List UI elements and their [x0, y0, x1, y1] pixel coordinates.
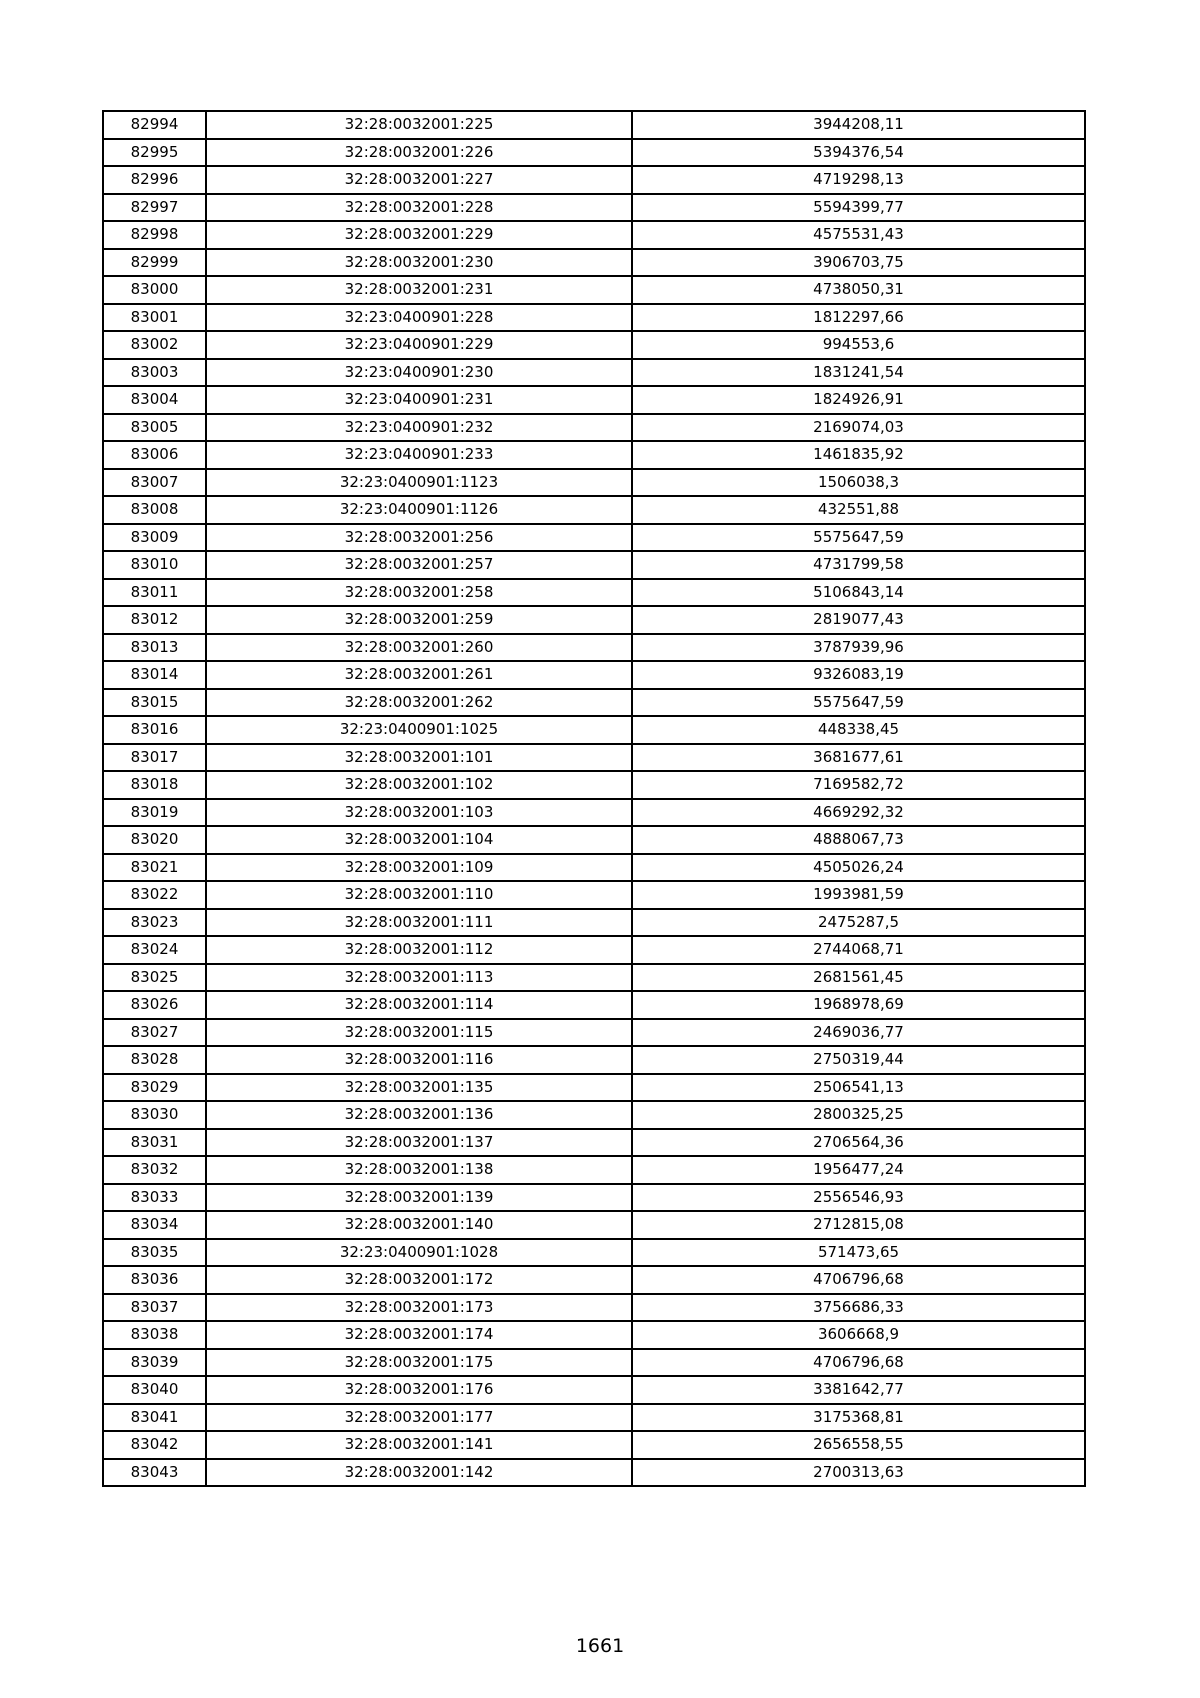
value-cell: 2819077,43: [632, 606, 1085, 634]
row-number-cell: 83036: [103, 1266, 206, 1294]
cadastral-number-cell: 32:28:0032001:175: [206, 1349, 632, 1377]
table-row: [103, 1431, 1085, 1459]
table-row: [103, 1019, 1085, 1047]
value-cell: 2712815,08: [632, 1211, 1085, 1239]
table-row: [103, 881, 1085, 909]
cadastral-number-cell: 32:28:0032001:136: [206, 1101, 632, 1129]
row-number-cell: 83021: [103, 854, 206, 882]
row-number-cell: 83032: [103, 1156, 206, 1184]
value-cell: 3175368,81: [632, 1404, 1085, 1432]
value-cell: 2469036,77: [632, 1019, 1085, 1047]
row-number-cell: 83035: [103, 1239, 206, 1267]
value-cell: 571473,65: [632, 1239, 1085, 1267]
page-number: 1661: [575, 1635, 625, 1657]
value-cell: 2700313,63: [632, 1459, 1085, 1487]
value-cell: 2556546,93: [632, 1184, 1085, 1212]
cadastral-number-cell: 32:28:0032001:257: [206, 551, 632, 579]
row-number-cell: 83010: [103, 551, 206, 579]
table-row: [103, 1294, 1085, 1322]
row-number-cell: 83027: [103, 1019, 206, 1047]
cadastral-number-cell: 32:28:0032001:226: [206, 139, 632, 167]
row-number-cell: 83001: [103, 304, 206, 332]
table-row: [103, 194, 1085, 222]
cadastral-number-cell: 32:28:0032001:256: [206, 524, 632, 552]
row-number-cell: 83043: [103, 1459, 206, 1487]
row-number-cell: 83023: [103, 909, 206, 937]
cadastral-number-cell: 32:28:0032001:102: [206, 771, 632, 799]
table-row: [103, 249, 1085, 277]
row-number-cell: 83029: [103, 1074, 206, 1102]
cadastral-number-cell: 32:28:0032001:227: [206, 166, 632, 194]
value-cell: 448338,45: [632, 716, 1085, 744]
value-cell: 2169074,03: [632, 414, 1085, 442]
cadastral-number-cell: 32:28:0032001:225: [206, 111, 632, 139]
cadastral-number-cell: 32:28:0032001:174: [206, 1321, 632, 1349]
value-cell: 4706796,68: [632, 1349, 1085, 1377]
row-number-cell: 83003: [103, 359, 206, 387]
table-row: [103, 221, 1085, 249]
value-cell: 1461835,92: [632, 441, 1085, 469]
row-number-cell: 83019: [103, 799, 206, 827]
row-number-cell: 83013: [103, 634, 206, 662]
value-cell: 5594399,77: [632, 194, 1085, 222]
cadastral-number-cell: 32:28:0032001:101: [206, 744, 632, 772]
table-row: [103, 1321, 1085, 1349]
value-cell: 5575647,59: [632, 689, 1085, 717]
table-row: [103, 1404, 1085, 1432]
row-number-cell: 82999: [103, 249, 206, 277]
table-row: [103, 496, 1085, 524]
row-number-cell: 83011: [103, 579, 206, 607]
cadastral-number-cell: 32:28:0032001:137: [206, 1129, 632, 1157]
row-number-cell: 83030: [103, 1101, 206, 1129]
row-number-cell: 83016: [103, 716, 206, 744]
cadastral-number-cell: 32:23:0400901:1025: [206, 716, 632, 744]
cadastral-number-cell: 32:28:0032001:104: [206, 826, 632, 854]
table-row: [103, 469, 1085, 497]
value-cell: 2681561,45: [632, 964, 1085, 992]
value-cell: 994553,6: [632, 331, 1085, 359]
row-number-cell: 83002: [103, 331, 206, 359]
value-cell: 2706564,36: [632, 1129, 1085, 1157]
value-cell: 3906703,75: [632, 249, 1085, 277]
cadastral-number-cell: 32:23:0400901:229: [206, 331, 632, 359]
table-row: [103, 1239, 1085, 1267]
row-number-cell: 82998: [103, 221, 206, 249]
cadastral-number-cell: 32:23:0400901:228: [206, 304, 632, 332]
cadastral-number-cell: 32:28:0032001:142: [206, 1459, 632, 1487]
table-row: [103, 744, 1085, 772]
row-number-cell: 82996: [103, 166, 206, 194]
value-cell: 4731799,58: [632, 551, 1085, 579]
cadastral-number-cell: 32:28:0032001:114: [206, 991, 632, 1019]
cadastral-number-cell: 32:23:0400901:1126: [206, 496, 632, 524]
table-row: [103, 551, 1085, 579]
table-row: [103, 689, 1085, 717]
table-row: [103, 359, 1085, 387]
table-row: [103, 1046, 1085, 1074]
value-cell: 2750319,44: [632, 1046, 1085, 1074]
table-row: [103, 276, 1085, 304]
table-row: [103, 991, 1085, 1019]
table-row: [103, 386, 1085, 414]
cadastral-number-cell: 32:28:0032001:262: [206, 689, 632, 717]
table-row: [103, 1211, 1085, 1239]
row-number-cell: 83026: [103, 991, 206, 1019]
cadastral-number-cell: 32:28:0032001:177: [206, 1404, 632, 1432]
cadastral-number-cell: 32:28:0032001:140: [206, 1211, 632, 1239]
cadastral-number-cell: 32:28:0032001:229: [206, 221, 632, 249]
cadastral-number-cell: 32:28:0032001:139: [206, 1184, 632, 1212]
table-row: [103, 1459, 1085, 1487]
value-cell: 1968978,69: [632, 991, 1085, 1019]
row-number-cell: 83014: [103, 661, 206, 689]
value-cell: 432551,88: [632, 496, 1085, 524]
value-cell: 5394376,54: [632, 139, 1085, 167]
cadastral-number-cell: 32:23:0400901:1123: [206, 469, 632, 497]
row-number-cell: 83025: [103, 964, 206, 992]
value-cell: 1956477,24: [632, 1156, 1085, 1184]
table-row: [103, 139, 1085, 167]
table-row: [103, 331, 1085, 359]
row-number-cell: 83007: [103, 469, 206, 497]
value-cell: 1831241,54: [632, 359, 1085, 387]
cadastral-number-cell: 32:28:0032001:258: [206, 579, 632, 607]
data-table: [102, 110, 1086, 1487]
row-number-cell: 83017: [103, 744, 206, 772]
table-row: [103, 1184, 1085, 1212]
cadastral-number-cell: 32:23:0400901:230: [206, 359, 632, 387]
row-number-cell: 83034: [103, 1211, 206, 1239]
table-row: [103, 799, 1085, 827]
value-cell: 4888067,73: [632, 826, 1085, 854]
table-row: [103, 854, 1085, 882]
cadastral-number-cell: 32:28:0032001:115: [206, 1019, 632, 1047]
cadastral-number-cell: 32:28:0032001:113: [206, 964, 632, 992]
cadastral-number-cell: 32:28:0032001:135: [206, 1074, 632, 1102]
table-row: [103, 716, 1085, 744]
row-number-cell: 82997: [103, 194, 206, 222]
table-row: [103, 606, 1085, 634]
row-number-cell: 83028: [103, 1046, 206, 1074]
cadastral-number-cell: 32:28:0032001:173: [206, 1294, 632, 1322]
value-cell: 4738050,31: [632, 276, 1085, 304]
cadastral-number-cell: 32:23:0400901:233: [206, 441, 632, 469]
table-row: [103, 414, 1085, 442]
table-row: [103, 524, 1085, 552]
table-row: [103, 1266, 1085, 1294]
row-number-cell: 83000: [103, 276, 206, 304]
cadastral-number-cell: 32:28:0032001:176: [206, 1376, 632, 1404]
table-row: [103, 579, 1085, 607]
value-cell: 4669292,32: [632, 799, 1085, 827]
row-number-cell: 83009: [103, 524, 206, 552]
row-number-cell: 83004: [103, 386, 206, 414]
value-cell: 2475287,5: [632, 909, 1085, 937]
value-cell: 2800325,25: [632, 1101, 1085, 1129]
table-row: [103, 304, 1085, 332]
table-row: [103, 166, 1085, 194]
value-cell: 3606668,9: [632, 1321, 1085, 1349]
cadastral-number-cell: 32:28:0032001:230: [206, 249, 632, 277]
value-cell: 3756686,33: [632, 1294, 1085, 1322]
row-number-cell: 83039: [103, 1349, 206, 1377]
table-row: [103, 936, 1085, 964]
value-cell: 2744068,71: [632, 936, 1085, 964]
cadastral-number-cell: 32:28:0032001:228: [206, 194, 632, 222]
cadastral-number-cell: 32:23:0400901:231: [206, 386, 632, 414]
cadastral-number-cell: 32:28:0032001:116: [206, 1046, 632, 1074]
cadastral-number-cell: 32:23:0400901:232: [206, 414, 632, 442]
row-number-cell: 83037: [103, 1294, 206, 1322]
row-number-cell: 82994: [103, 111, 206, 139]
cadastral-number-cell: 32:28:0032001:103: [206, 799, 632, 827]
value-cell: 3381642,77: [632, 1376, 1085, 1404]
table-row: [103, 634, 1085, 662]
cadastral-number-cell: 32:28:0032001:261: [206, 661, 632, 689]
value-cell: 1824926,91: [632, 386, 1085, 414]
value-cell: 4575531,43: [632, 221, 1085, 249]
cadastral-number-cell: 32:23:0400901:1028: [206, 1239, 632, 1267]
value-cell: 1993981,59: [632, 881, 1085, 909]
value-cell: 5106843,14: [632, 579, 1085, 607]
row-number-cell: 83008: [103, 496, 206, 524]
cadastral-number-cell: 32:28:0032001:112: [206, 936, 632, 964]
table-row: [103, 964, 1085, 992]
table-row: [103, 1101, 1085, 1129]
row-number-cell: 83012: [103, 606, 206, 634]
row-number-cell: 83015: [103, 689, 206, 717]
value-cell: 2656558,55: [632, 1431, 1085, 1459]
cadastral-number-cell: 32:28:0032001:231: [206, 276, 632, 304]
table-row: [103, 111, 1085, 139]
value-cell: 4706796,68: [632, 1266, 1085, 1294]
value-cell: 9326083,19: [632, 661, 1085, 689]
value-cell: 3787939,96: [632, 634, 1085, 662]
table-row: [103, 826, 1085, 854]
row-number-cell: 83005: [103, 414, 206, 442]
cadastral-number-cell: 32:28:0032001:111: [206, 909, 632, 937]
cadastral-number-cell: 32:28:0032001:260: [206, 634, 632, 662]
row-number-cell: 83020: [103, 826, 206, 854]
row-number-cell: 83024: [103, 936, 206, 964]
table-row: [103, 1349, 1085, 1377]
table-row: [103, 1376, 1085, 1404]
row-number-cell: 83041: [103, 1404, 206, 1432]
row-number-cell: 83022: [103, 881, 206, 909]
cadastral-number-cell: 32:28:0032001:109: [206, 854, 632, 882]
row-number-cell: 83040: [103, 1376, 206, 1404]
cadastral-number-cell: 32:28:0032001:141: [206, 1431, 632, 1459]
table-row: [103, 771, 1085, 799]
table-row: [103, 909, 1085, 937]
row-number-cell: 83006: [103, 441, 206, 469]
table-row: [103, 661, 1085, 689]
value-cell: 4505026,24: [632, 854, 1085, 882]
table-row: [103, 1156, 1085, 1184]
table-row: [103, 1074, 1085, 1102]
value-cell: 3681677,61: [632, 744, 1085, 772]
table-row: [103, 441, 1085, 469]
value-cell: 1812297,66: [632, 304, 1085, 332]
row-number-cell: 82995: [103, 139, 206, 167]
cadastral-number-cell: 32:28:0032001:138: [206, 1156, 632, 1184]
table-body: [103, 111, 1085, 1486]
table-row: [103, 1129, 1085, 1157]
row-number-cell: 83031: [103, 1129, 206, 1157]
row-number-cell: 83018: [103, 771, 206, 799]
row-number-cell: 83033: [103, 1184, 206, 1212]
value-cell: 4719298,13: [632, 166, 1085, 194]
value-cell: 2506541,13: [632, 1074, 1085, 1102]
cadastral-number-cell: 32:28:0032001:259: [206, 606, 632, 634]
cadastral-number-cell: 32:28:0032001:172: [206, 1266, 632, 1294]
value-cell: 7169582,72: [632, 771, 1085, 799]
cadastral-number-cell: 32:28:0032001:110: [206, 881, 632, 909]
value-cell: 5575647,59: [632, 524, 1085, 552]
row-number-cell: 83038: [103, 1321, 206, 1349]
value-cell: 3944208,11: [632, 111, 1085, 139]
value-cell: 1506038,3: [632, 469, 1085, 497]
row-number-cell: 83042: [103, 1431, 206, 1459]
